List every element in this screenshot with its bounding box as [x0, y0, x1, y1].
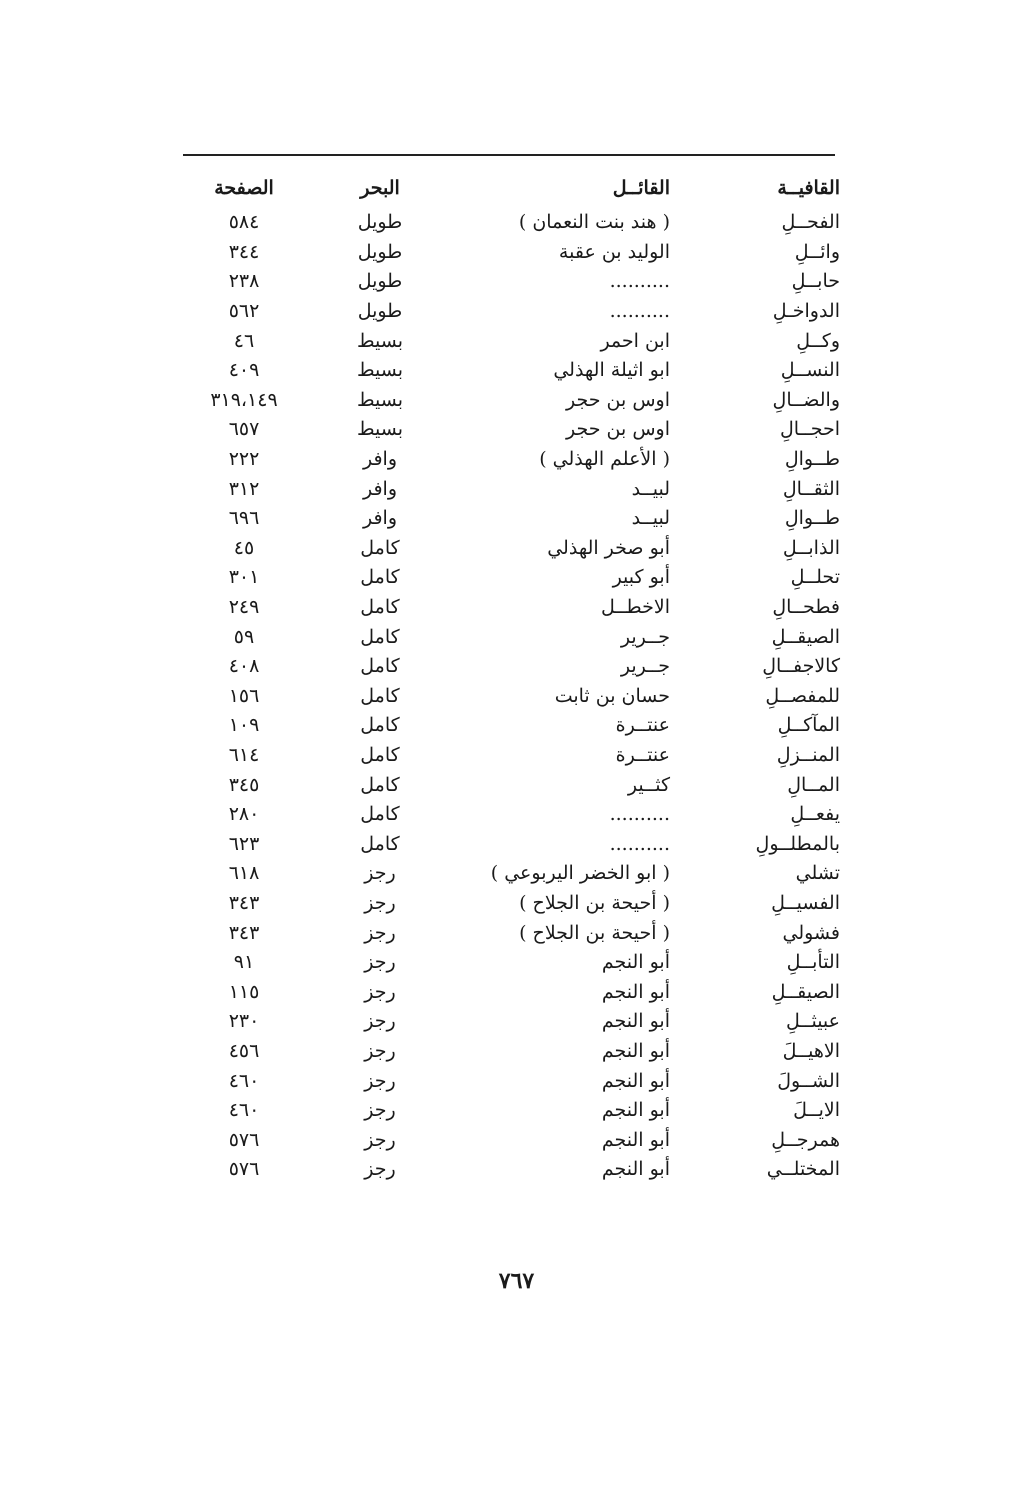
page-cell: ٤٦ [233, 329, 255, 352]
table-row [178, 326, 840, 356]
rhyme-cell: الفحــلِ [781, 211, 840, 234]
table-row [178, 770, 840, 800]
rhyme-cell: تشلي [795, 862, 840, 885]
table-row [178, 682, 840, 712]
rhyme-cell: طــوالِ [784, 448, 840, 471]
table-row [178, 948, 840, 978]
page-cell: ٣١٩،١٤٩ [210, 388, 278, 411]
page-cell: ٢٣٠ [228, 1010, 260, 1033]
rhyme-cell: همرجــلِ [771, 1128, 840, 1151]
table-row [178, 208, 840, 238]
poet-cell: أبو النجم [601, 1128, 670, 1151]
poet-cell: أبو كبير [612, 566, 670, 589]
poet-cell: أبو صخر الهذلي [547, 536, 670, 559]
meter-cell: وافر [362, 477, 398, 500]
page-cell: ٤٠٩ [228, 359, 260, 382]
page-cell: ٣١٢ [228, 477, 260, 500]
poet-cell: الاخطــل [601, 596, 670, 619]
table-row [178, 829, 840, 859]
meter-cell: كامل [360, 625, 400, 648]
meter-cell: كامل [360, 566, 400, 589]
rhyme-cell: وائــلِ [794, 240, 840, 263]
meter-cell: بسيط [356, 388, 403, 411]
page-cell: ١٠٩ [228, 714, 260, 737]
poet-cell: لبيــد [631, 507, 670, 530]
table-row [178, 889, 840, 919]
table-row [178, 859, 840, 889]
rhyme-cell: المنــزلِ [776, 743, 840, 766]
poet-cell: أبو النجم [601, 1010, 670, 1033]
rhyme-cell: كالاجفــالِ [762, 655, 840, 678]
meter-cell: رجز [364, 891, 396, 914]
poet-cell: الوليد بن عقبة [558, 240, 670, 263]
meter-cell: رجز [364, 1158, 396, 1181]
page-cell: ٦٢٣ [228, 832, 260, 855]
meter-cell: بسيط [356, 329, 403, 352]
poet-cell: ( أحيحة بن الجلاح ) [519, 921, 670, 944]
table-row [178, 741, 840, 771]
meter-cell: كامل [360, 536, 400, 559]
poet-cell: جــرير [620, 625, 670, 648]
table-row [178, 386, 840, 416]
rhyme-cell: الدواخـلِ [772, 300, 840, 323]
rhyme-cell: بالمطلــولِ [755, 832, 840, 855]
meter-cell: وافر [362, 507, 398, 530]
page-cell: ٤٦٠ [228, 1069, 260, 1092]
table-row [178, 1066, 840, 1096]
rhyme-index-table [178, 168, 840, 1185]
meter-cell: طويل [357, 240, 403, 263]
table-row [178, 297, 840, 327]
table-row [178, 1096, 840, 1126]
meter-cell: وافر [362, 448, 398, 471]
poet-cell: ابن احمر [600, 329, 670, 352]
rhyme-cell: الذابــلِ [782, 536, 840, 559]
page-cell: ٦١٤ [228, 743, 260, 766]
header-poet: القائــل [612, 176, 670, 199]
page-cell: ٣٤٥ [228, 773, 260, 796]
table-row [178, 1007, 840, 1037]
table-row [178, 238, 840, 268]
meter-cell: كامل [360, 803, 400, 826]
table-row [178, 622, 840, 652]
table-row [178, 593, 840, 623]
meter-cell: بسيط [356, 359, 403, 382]
header-page: الصفحة [214, 176, 274, 199]
page-cell: ٥٧٦ [228, 1128, 260, 1151]
page-cell: ٤٥ [233, 536, 255, 559]
meter-cell: كامل [360, 773, 400, 796]
table-row [178, 1155, 840, 1185]
meter-cell: رجز [364, 1099, 396, 1122]
poet-cell: .......... [609, 270, 670, 293]
rhyme-cell: وكــلِ [796, 329, 840, 352]
page-cell: ٣٤٤ [228, 240, 260, 263]
poet-cell: لبيــد [631, 477, 670, 500]
poet-cell: أبو النجم [601, 1039, 670, 1062]
rhyme-cell: التأبــلِ [786, 951, 840, 974]
poet-cell: اوس بن حجر [566, 388, 670, 411]
table-header [178, 168, 840, 208]
meter-cell: رجز [364, 862, 396, 885]
page-cell: ٥٨٤ [228, 211, 260, 234]
poet-cell: أبو النجم [601, 951, 670, 974]
poet-cell: ( أحيحة بن الجلاح ) [519, 891, 670, 914]
rhyme-cell: حابــلِ [791, 270, 840, 293]
table-row [178, 504, 840, 534]
rhyme-cell: الشــولَ [777, 1069, 840, 1092]
meter-cell: كامل [360, 714, 400, 737]
meter-cell: رجز [364, 951, 396, 974]
rhyme-cell: والضــالِ [772, 388, 840, 411]
page-cell: ٩١ [233, 951, 255, 974]
table-row [178, 652, 840, 682]
page-cell: ٥٩ [233, 625, 255, 648]
page-cell: ١١٥ [228, 980, 260, 1003]
meter-cell: رجز [364, 980, 396, 1003]
rhyme-cell: الصيقــلِ [771, 625, 840, 648]
rhyme-cell: الفسيــلِ [771, 891, 840, 914]
poet-cell: كثــير [627, 773, 670, 796]
meter-cell: رجز [364, 1069, 396, 1092]
rhyme-cell: للمفصــلِ [765, 684, 840, 707]
page-cell: ٢٤٩ [228, 596, 260, 619]
page-cell: ٦١٨ [228, 862, 260, 885]
page-cell: ٢٨٠ [228, 803, 260, 826]
page-cell: ٣٤٣ [228, 891, 260, 914]
table-row [178, 534, 840, 564]
table-row [178, 918, 840, 948]
rhyme-cell: الثقــالِ [782, 477, 840, 500]
poet-cell: .......... [609, 832, 670, 855]
meter-cell: طويل [357, 270, 403, 293]
rhyme-cell: احجــالِ [779, 418, 840, 441]
meter-cell: كامل [360, 743, 400, 766]
poet-cell: ابو اثيلة الهذلي [553, 359, 670, 382]
page-cell: ٢٢٢ [228, 448, 260, 471]
meter-cell: بسيط [356, 418, 403, 441]
page-cell: ٥٦٢ [228, 300, 260, 323]
meter-cell: رجز [364, 1010, 396, 1033]
page-number: ٧٦٧ [498, 1268, 535, 1294]
table-row [178, 800, 840, 830]
table-row [178, 711, 840, 741]
poet-cell: أبو النجم [601, 1069, 670, 1092]
poet-cell: ( الأعلم الهذلي ) [539, 448, 670, 471]
meter-cell: كامل [360, 655, 400, 678]
page-cell: ٣٠١ [228, 566, 260, 589]
table-row [178, 563, 840, 593]
meter-cell: رجز [364, 1039, 396, 1062]
table-row [178, 356, 840, 386]
rhyme-cell: يفعــلِ [790, 803, 840, 826]
rhyme-cell: عبيثــلِ [785, 1010, 840, 1033]
table-row [178, 445, 840, 475]
poet-cell: عنتــرة [615, 714, 670, 737]
page-cell: ٦٥٧ [228, 418, 260, 441]
poet-cell: أبو النجم [601, 1158, 670, 1181]
table-row [178, 267, 840, 297]
meter-cell: رجز [364, 1128, 396, 1151]
poet-cell: أبو النجم [601, 1099, 670, 1122]
poet-cell: حسان بن ثابت [554, 684, 670, 707]
poet-cell: ( ابو الخضر اليربوعي ) [490, 862, 670, 885]
rhyme-cell: فطحــالِ [772, 596, 840, 619]
meter-cell: رجز [364, 921, 396, 944]
page-cell: ١٥٦ [228, 684, 260, 707]
poet-cell: أبو النجم [601, 980, 670, 1003]
page-cell: ٤٠٨ [228, 655, 260, 678]
table-row [178, 474, 840, 504]
table-body [178, 208, 840, 1185]
poet-cell: عنتــرة [615, 743, 670, 766]
header-rhyme: القافيــة [777, 176, 840, 199]
meter-cell: طويل [357, 300, 403, 323]
page-cell: ٢٣٨ [228, 270, 260, 293]
rhyme-cell: المآكــلِ [777, 714, 840, 737]
header-meter: البحر [360, 176, 400, 199]
poet-cell: ( هند بنت النعمان ) [518, 211, 670, 234]
table-row [178, 977, 840, 1007]
rhyme-cell: الصيقــلِ [771, 980, 840, 1003]
meter-cell: كامل [360, 596, 400, 619]
rhyme-cell: تحلــلِ [790, 566, 840, 589]
page-cell: ٣٤٣ [228, 921, 260, 944]
meter-cell: كامل [360, 684, 400, 707]
page-cell: ٥٧٦ [228, 1158, 260, 1181]
table-row [178, 1037, 840, 1067]
rhyme-cell: النســلِ [780, 359, 840, 382]
page-cell: ٦٩٦ [228, 507, 260, 530]
rhyme-cell: المختلــي [766, 1158, 840, 1181]
top-rule [183, 154, 835, 156]
table-row [178, 415, 840, 445]
poet-cell: .......... [609, 803, 670, 826]
table-row [178, 1125, 840, 1155]
rhyme-cell: المــالِ [787, 773, 840, 796]
poet-cell: اوس بن حجر [566, 418, 670, 441]
rhyme-cell: فشولي [782, 921, 840, 944]
page-cell: ٤٦٠ [228, 1099, 260, 1122]
meter-cell: كامل [360, 832, 400, 855]
rhyme-cell: طــوالِ [784, 507, 840, 530]
poet-cell: .......... [609, 300, 670, 323]
page-cell: ٤٥٦ [228, 1039, 260, 1062]
meter-cell: طويل [357, 211, 403, 234]
rhyme-cell: الايــلَ [793, 1099, 840, 1122]
poet-cell: جــرير [620, 655, 670, 678]
rhyme-cell: الاهيــلَ [782, 1039, 840, 1062]
